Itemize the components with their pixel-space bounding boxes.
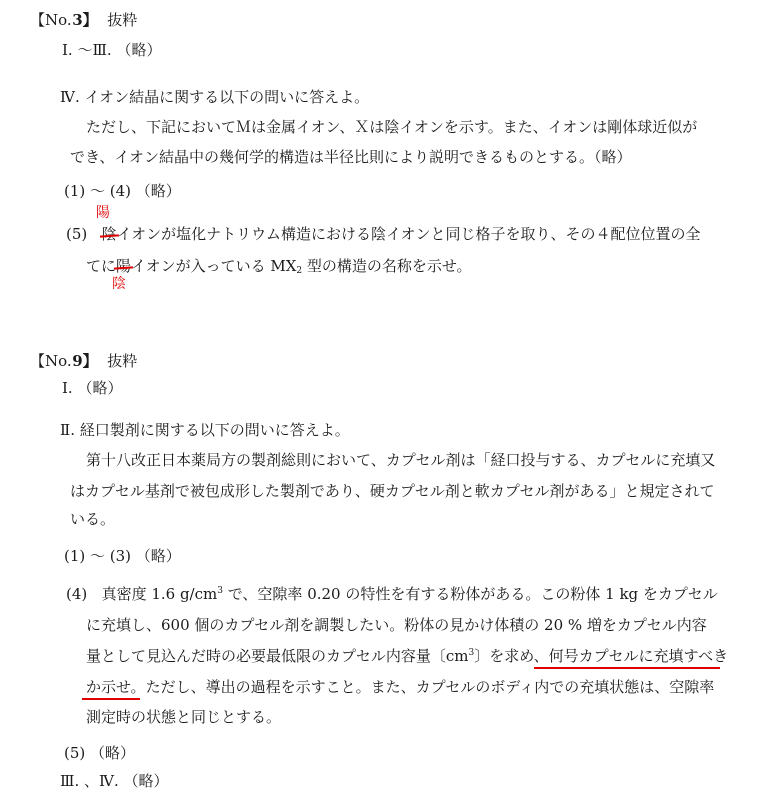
no3-tag: 抜粋 xyxy=(107,11,138,29)
red-underline-1 xyxy=(534,667,720,669)
no9-q4-line-3 xyxy=(86,646,728,666)
no9-line-2: Ⅱ. 経口製剤に関する以下の問いに答えよ。 xyxy=(60,421,350,439)
q5-subscript: 2 xyxy=(296,266,303,276)
q4-line4b: ただし、導出の過程を示すこと。また、カプセルのボディ内での充填状態は、空隙率 xyxy=(145,678,715,696)
correction-2: 陰 xyxy=(112,276,126,292)
q5-text-1: イオンが塩化ナトリウム構造における陰イオンと同じ格子を取り、その４配位位置の全 xyxy=(116,225,701,243)
no3-q5-line-1 xyxy=(66,224,701,244)
q4-label: (4) xyxy=(66,585,88,603)
q4-line1a: 真密度 1.6 g/cm xyxy=(101,585,218,603)
no9-bracket: 【No. xyxy=(30,352,72,370)
no3-para-2: でき、イオン結晶中の幾何学的構造は半径比則により説明できるものとする。（略） xyxy=(70,148,632,166)
q4-line1b: で、空隙率 0.20 の特性を有する粉体がある。この粉体 1 kg をカプセル xyxy=(222,585,718,603)
q4-line3b: 〕を求め、 xyxy=(474,647,549,665)
no3-q5-line-2 xyxy=(86,256,471,276)
q4-line3a: 量として見込んだ時の必要最低限のカプセル内容量〔cm xyxy=(86,647,469,665)
no3-heading xyxy=(30,10,137,30)
q4-sup-2: 3 xyxy=(468,648,475,658)
no9-para-3: いる。 xyxy=(70,510,116,528)
no9-sub-5: (5) （略） xyxy=(64,744,136,762)
no3-number: 3】 xyxy=(72,11,98,29)
no9-q4-line-4 xyxy=(86,677,714,697)
q5-text-2a: てに xyxy=(86,257,117,275)
q5-text-2c: 型の構造の名称を示せ。 xyxy=(302,257,472,275)
struck-text-2: 陽 xyxy=(116,257,132,275)
no9-para-2: はカプセル基剤で被包成形した製剤であり、硬カプセル剤と軟カプセル剤がある」と規定されて xyxy=(70,482,715,500)
no3-sub-1-4: (1) ～ (4) （略） xyxy=(64,182,181,200)
no9-q4-line-1 xyxy=(66,584,718,604)
no3-line-1-3: Ⅰ. ～Ⅲ. （略） xyxy=(62,41,162,59)
no9-number: 9】 xyxy=(72,352,98,370)
no9-line-1: Ⅰ. （略） xyxy=(62,379,123,397)
q4-sup-1: 3 xyxy=(217,586,223,596)
q4-underlined-1: 何号カプセルに充填すべき xyxy=(548,647,729,665)
q4-underlined-2: か示せ。 xyxy=(86,678,146,696)
no3-para-1: ただし、下記においてＭは金属イオン、Ｘは陰イオンを示す。また、イオンは剛体球近似が xyxy=(86,118,698,136)
no3-line-4: Ⅳ. イオン結晶に関する以下の問いに答えよ。 xyxy=(60,88,370,106)
red-underline-2 xyxy=(82,698,140,700)
no9-tag: 抜粋 xyxy=(107,352,138,370)
no9-para-1: 第十八改正日本薬局方の製剤総則において、カプセル剤は「経口投与する、カプセルに充填又 xyxy=(86,451,716,469)
no9-sub-1-3: (1) ～ (3) （略） xyxy=(64,547,181,565)
no9-q4-line-2: に充填し、600 個のカプセル剤を調製したい。粉体の見かけ体積の 20 % 増をカプセル内容 xyxy=(86,616,707,634)
q5-label: (5) xyxy=(66,225,88,243)
no9-line-3-4: Ⅲ. 、Ⅳ. （略） xyxy=(60,772,169,790)
no3-bracket: 【No. xyxy=(30,11,72,29)
no9-heading xyxy=(30,351,137,371)
correction-1: 陽 xyxy=(96,205,110,221)
struck-text-1: 陰 xyxy=(101,225,117,243)
no9-q4-line-5: 測定時の状態と同じとする。 xyxy=(86,708,282,726)
q5-text-2b: イオンが入っている MX xyxy=(131,257,297,275)
